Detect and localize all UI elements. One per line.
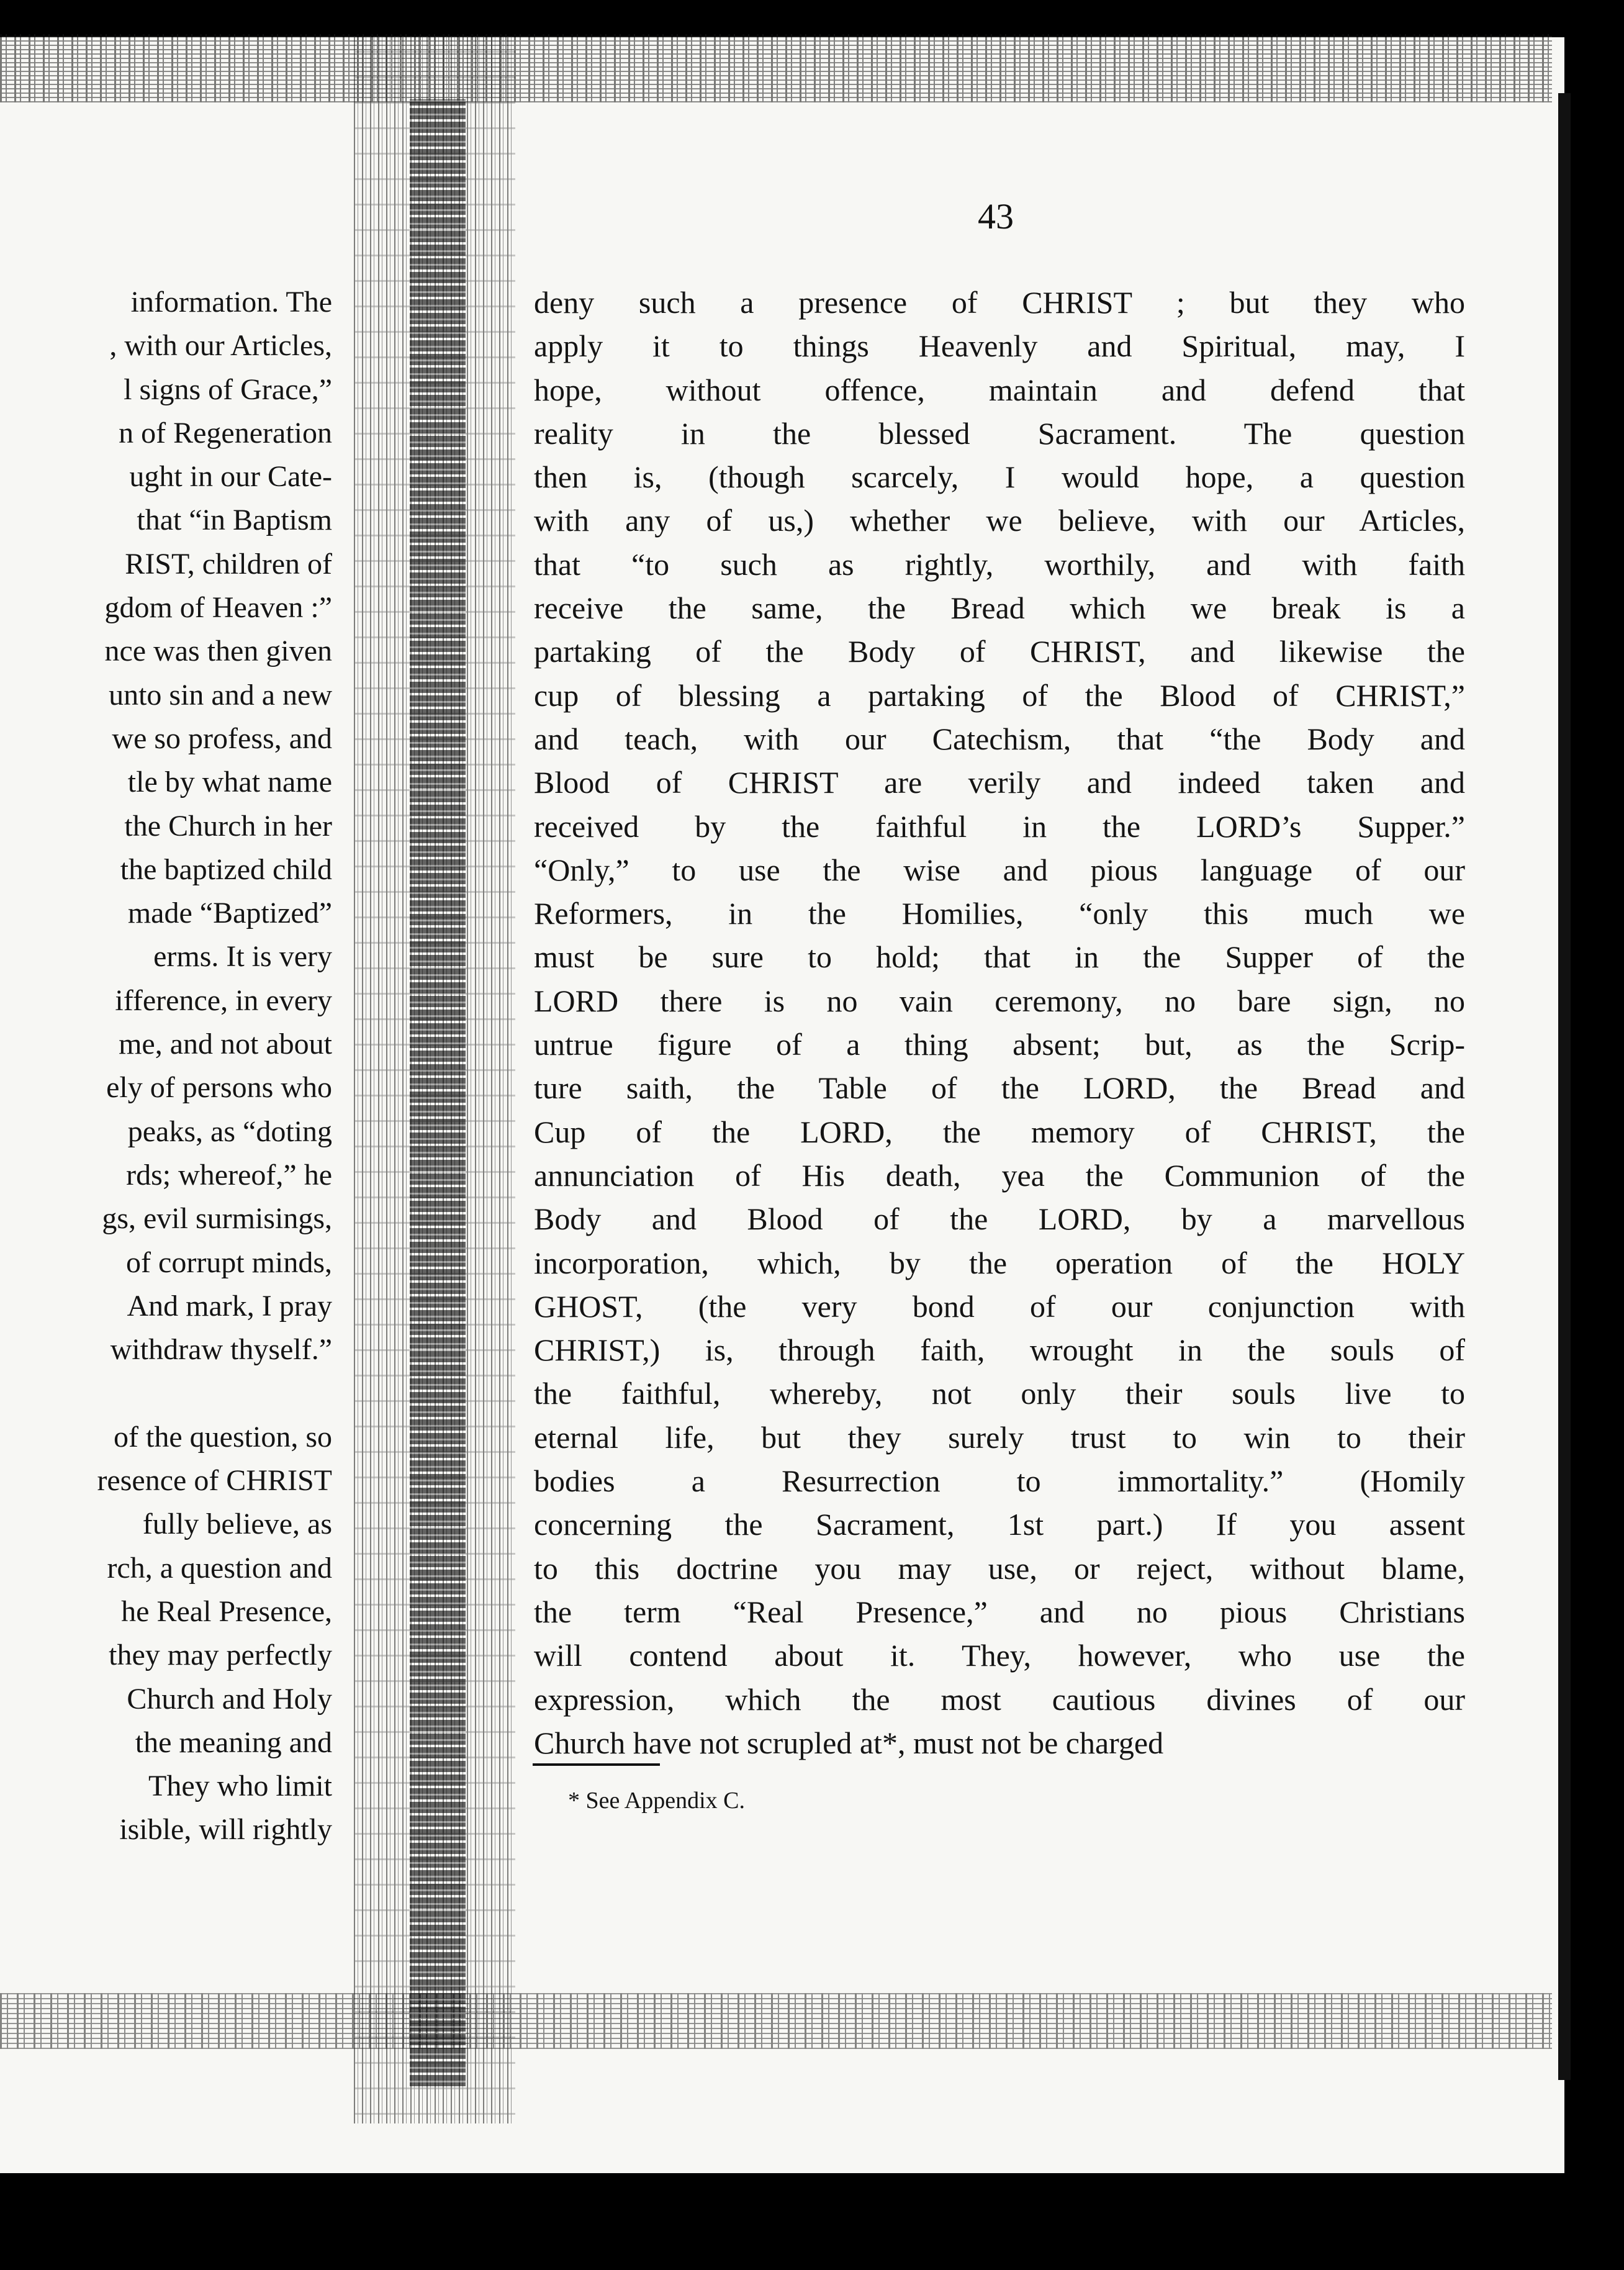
left-text-line: ifference, in every bbox=[115, 984, 332, 1017]
left-text-line: They who limit bbox=[148, 1770, 332, 1803]
text-line: CHRIST,) is, through faith, wrought in the souls of bbox=[534, 1332, 1465, 1368]
left-text-line: he Real Presence, bbox=[121, 1594, 332, 1628]
text-line: the faithful, whereby, not only their souls live to bbox=[534, 1376, 1465, 1411]
left-text-line: they may perfectly bbox=[109, 1639, 332, 1672]
left-text-line: fully believe, as bbox=[142, 1508, 332, 1541]
text-line: Reformers, in the Homilies, “only this much we bbox=[534, 896, 1465, 931]
left-text-line: tle by what name bbox=[127, 766, 332, 799]
text-line: Cup of the LORD, the memory of CHRIST, the bbox=[534, 1114, 1465, 1149]
page-number: 43 bbox=[978, 196, 1014, 237]
text-line: untrue figure of a thing absent; but, as the Scrip- bbox=[534, 1027, 1465, 1062]
left-text-line: the baptized child bbox=[120, 852, 332, 886]
text-line: incorporation, which, by the operation of the HOLY bbox=[534, 1245, 1465, 1280]
left-text-line: resence of CHRIST bbox=[97, 1464, 332, 1498]
left-text-line: l signs of Grace,” bbox=[124, 373, 332, 406]
left-text-line: ught in our Cate- bbox=[129, 460, 332, 494]
left-text-line: of corrupt minds, bbox=[126, 1246, 332, 1279]
left-text-line: we so profess, and bbox=[112, 721, 332, 755]
text-line: Blood of CHRIST are verily and indeed taken and bbox=[534, 765, 1465, 800]
text-line: receive the same, the Bread which we break is a bbox=[534, 590, 1465, 626]
left-text-line: And mark, I pray bbox=[127, 1289, 332, 1323]
text-line: to this doctrine you may use, or reject, without blame, bbox=[534, 1550, 1465, 1586]
left-text-line: the meaning and bbox=[135, 1725, 332, 1759]
footnote-rule bbox=[533, 1763, 660, 1766]
left-text-line: unto sin and a new bbox=[109, 678, 332, 712]
text-line: deny such a presence of CHRIST ; but they who bbox=[534, 285, 1465, 320]
left-text-line: that “in Baptism bbox=[137, 504, 332, 537]
text-line: that “to such as rightly, worthily, and with faith bbox=[534, 546, 1465, 582]
text-line: bodies a Resurrection to immortality.” (Homily bbox=[534, 1463, 1465, 1499]
left-text-line bbox=[6, 1372, 332, 1415]
left-text-line: rds; whereof,” he bbox=[126, 1158, 332, 1192]
text-line: Body and Blood of the LORD, by a marvellous bbox=[534, 1201, 1465, 1237]
scan-bottom-edge-noise bbox=[0, 1993, 1552, 2049]
footnote: * See Appendix C. bbox=[568, 1788, 745, 1814]
left-text-line: information. The bbox=[130, 286, 332, 319]
text-line: GHOST, (the very bond of our conjunction with bbox=[534, 1288, 1465, 1324]
book-spine-crease bbox=[410, 99, 466, 2086]
text-line: apply it to things Heavenly and Spiritual, may, I bbox=[534, 328, 1465, 364]
scan-top-edge-noise bbox=[0, 34, 1552, 102]
left-text-line: withdraw thyself.” bbox=[110, 1333, 332, 1367]
text-line: cup of blessing a partaking of the Blood of CHRIST,” bbox=[534, 677, 1465, 713]
page-right-edge bbox=[1558, 93, 1571, 2080]
text-line: expression, which the most cautious divines of our bbox=[534, 1681, 1465, 1717]
main-text-column bbox=[534, 281, 1465, 1765]
text-line: received by the faithful in the LORD’s Supper.” bbox=[534, 808, 1465, 844]
text-line: annunciation of His death, yea the Communion of the bbox=[534, 1157, 1465, 1193]
left-text-line: RIST, children of bbox=[125, 547, 332, 581]
left-text-line: Church and Holy bbox=[127, 1682, 332, 1716]
text-line: partaking of the Body of CHRIST, and likewise the bbox=[534, 634, 1465, 669]
text-line: LORD there is no vain ceremony, no bare sign, no bbox=[534, 983, 1465, 1018]
left-text-line: isible, will rightly bbox=[119, 1813, 332, 1847]
left-text-line: peaks, as “doting bbox=[127, 1115, 332, 1148]
left-text-line: rch, a question and bbox=[107, 1551, 332, 1585]
text-line: with any of us,) whether we believe, with our Articles, bbox=[534, 503, 1465, 538]
text-line: hope, without offence, maintain and defend that bbox=[534, 372, 1465, 407]
text-line: Church have not scrupled at*, must not be charged bbox=[534, 1725, 1164, 1760]
left-text-line: the Church in her bbox=[124, 809, 332, 843]
left-text-line: of the question, so bbox=[114, 1420, 332, 1454]
text-line: “Only,” to use the wise and pious language of our bbox=[534, 852, 1465, 887]
left-text-line: made “Baptized” bbox=[127, 897, 332, 930]
text-line: the term “Real Presence,” and no pious Christians bbox=[534, 1594, 1465, 1629]
left-text-line: erms. It is very bbox=[153, 940, 332, 974]
left-text-line: , with our Articles, bbox=[109, 329, 332, 363]
text-line: concerning the Sacrament, 1st part.) If you assent bbox=[534, 1507, 1465, 1542]
left-text-line: n of Regeneration bbox=[119, 416, 332, 450]
text-line: ture saith, the Table of the LORD, the Bread and bbox=[534, 1070, 1465, 1106]
left-text-line: gs, evil surmisings, bbox=[102, 1202, 332, 1236]
text-line: and teach, with our Catechism, that “the Body and bbox=[534, 721, 1465, 756]
left-text-line: nce was then given bbox=[104, 635, 332, 668]
left-text-line: gdom of Heaven :” bbox=[104, 591, 332, 625]
text-line: must be sure to hold; that in the Supper of the bbox=[534, 939, 1465, 975]
left-text-line: ely of persons who bbox=[106, 1071, 332, 1105]
left-text-line: me, and not about bbox=[119, 1028, 332, 1061]
left-page-fragment bbox=[6, 281, 332, 1852]
text-line: will contend about it. They, however, who use the bbox=[534, 1638, 1465, 1673]
text-line: eternal life, but they surely trust to win to their bbox=[534, 1419, 1465, 1455]
text-line: reality in the blessed Sacrament. The question bbox=[534, 415, 1465, 451]
text-line: then is, (though scarcely, I would hope, a question bbox=[534, 459, 1465, 495]
